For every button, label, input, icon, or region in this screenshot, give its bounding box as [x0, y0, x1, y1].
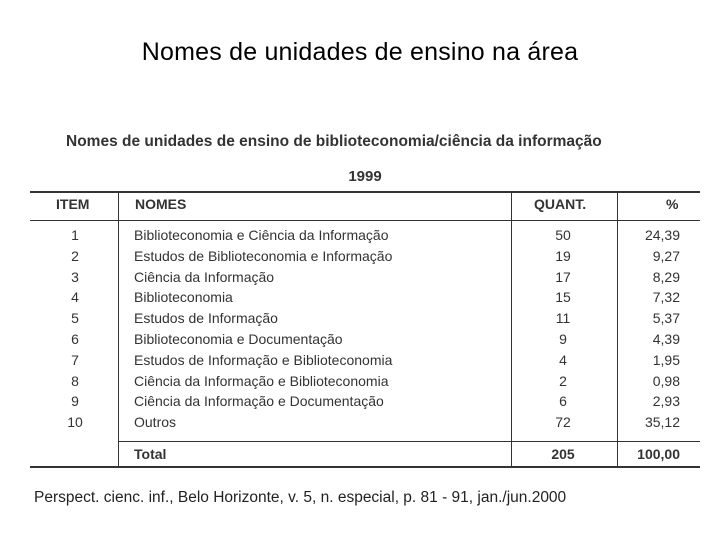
- slide-title: Nomes de unidades de ensino na área: [141, 38, 579, 66]
- cell-item: 8: [71, 372, 79, 389]
- cell-nome: Estudos de Biblioteconomia e Informação: [134, 247, 393, 264]
- cell-item: 3: [71, 268, 79, 285]
- cell-item: 9: [71, 393, 79, 410]
- table-bottom-rule: [30, 466, 700, 468]
- table-row: [0, 226, 720, 247]
- cell-quant: 19: [555, 247, 571, 264]
- cell-pct: 5,37: [652, 310, 680, 327]
- table-body: [0, 226, 720, 434]
- cell-nome: Biblioteconomia: [134, 289, 233, 306]
- cell-nome: Estudos de Informação: [134, 310, 278, 327]
- cell-pct: 2,93: [652, 393, 680, 410]
- cell-quant: 72: [555, 414, 571, 431]
- column-header-nomes: NOMES: [135, 196, 187, 212]
- cell-pct: 1,95: [652, 351, 680, 368]
- cell-quant: 11: [555, 310, 571, 327]
- cell-quant: 50: [555, 227, 571, 243]
- cell-nome: Estudos de Informação e Biblioteconomia: [134, 351, 393, 368]
- column-header-item: ITEM: [56, 196, 90, 212]
- total-pct: 100,00: [637, 446, 680, 462]
- table-year: 1999: [348, 168, 382, 185]
- total-row: [0, 446, 720, 464]
- cell-nome: Ciência da Informação e Biblioteconomia: [134, 372, 389, 389]
- cell-nome: Biblioteconomia e Ciência da Informação: [134, 227, 389, 243]
- table-row: [0, 330, 720, 351]
- cell-item: 10: [67, 414, 83, 431]
- cell-quant: 9: [559, 330, 567, 347]
- table-heading: Nomes de unidades de ensino de biblioteconomia/ciência da informação: [66, 133, 602, 150]
- table-top-rule: [30, 191, 700, 193]
- cell-pct: 7,32: [652, 289, 680, 306]
- cell-quant: 6: [559, 393, 567, 410]
- cell-pct: 35,12: [644, 414, 680, 431]
- cell-pct: 8,29: [652, 268, 680, 285]
- cell-nome: Outros: [134, 414, 177, 431]
- table-row: [0, 268, 720, 289]
- cell-item: 6: [71, 330, 79, 347]
- cell-item: 4: [71, 289, 79, 306]
- cell-item: 1: [71, 227, 79, 243]
- cell-quant: 4: [559, 351, 567, 368]
- cell-pct: 9,27: [652, 247, 680, 264]
- cell-quant: 15: [555, 289, 571, 306]
- total-quant: 205: [551, 446, 575, 462]
- cell-pct: 4,39: [652, 330, 680, 347]
- total-label: Total: [134, 446, 167, 462]
- column-header-pct: %: [666, 196, 679, 212]
- table-row: [0, 351, 720, 372]
- column-header-quant: QUANT.: [534, 196, 587, 212]
- cell-quant: 2: [559, 372, 567, 389]
- cell-pct: 24,39: [644, 227, 680, 243]
- table-total-rule: [118, 441, 700, 442]
- cell-nome: Biblioteconomia e Documentação: [134, 330, 343, 347]
- cell-pct: 0,98: [652, 372, 680, 389]
- cell-nome: Ciência da Informação e Documentação: [134, 393, 384, 410]
- table-header-rule: [30, 220, 700, 221]
- table-row: [0, 288, 720, 309]
- table-row: [0, 309, 720, 330]
- cell-item: 7: [71, 351, 79, 368]
- cell-nome: Ciência da Informação: [134, 268, 275, 285]
- table-row: [0, 392, 720, 413]
- cell-item: 5: [71, 310, 79, 327]
- table-row: [0, 413, 720, 434]
- cell-item: 2: [71, 247, 79, 264]
- cell-quant: 17: [555, 268, 571, 285]
- source-citation: Perspect. cienc. inf., Belo Horizonte, v. 5, n. especial, p. 81 - 91, jan./jun.2000: [34, 489, 567, 506]
- table-row: [0, 372, 720, 393]
- table-row: [0, 247, 720, 268]
